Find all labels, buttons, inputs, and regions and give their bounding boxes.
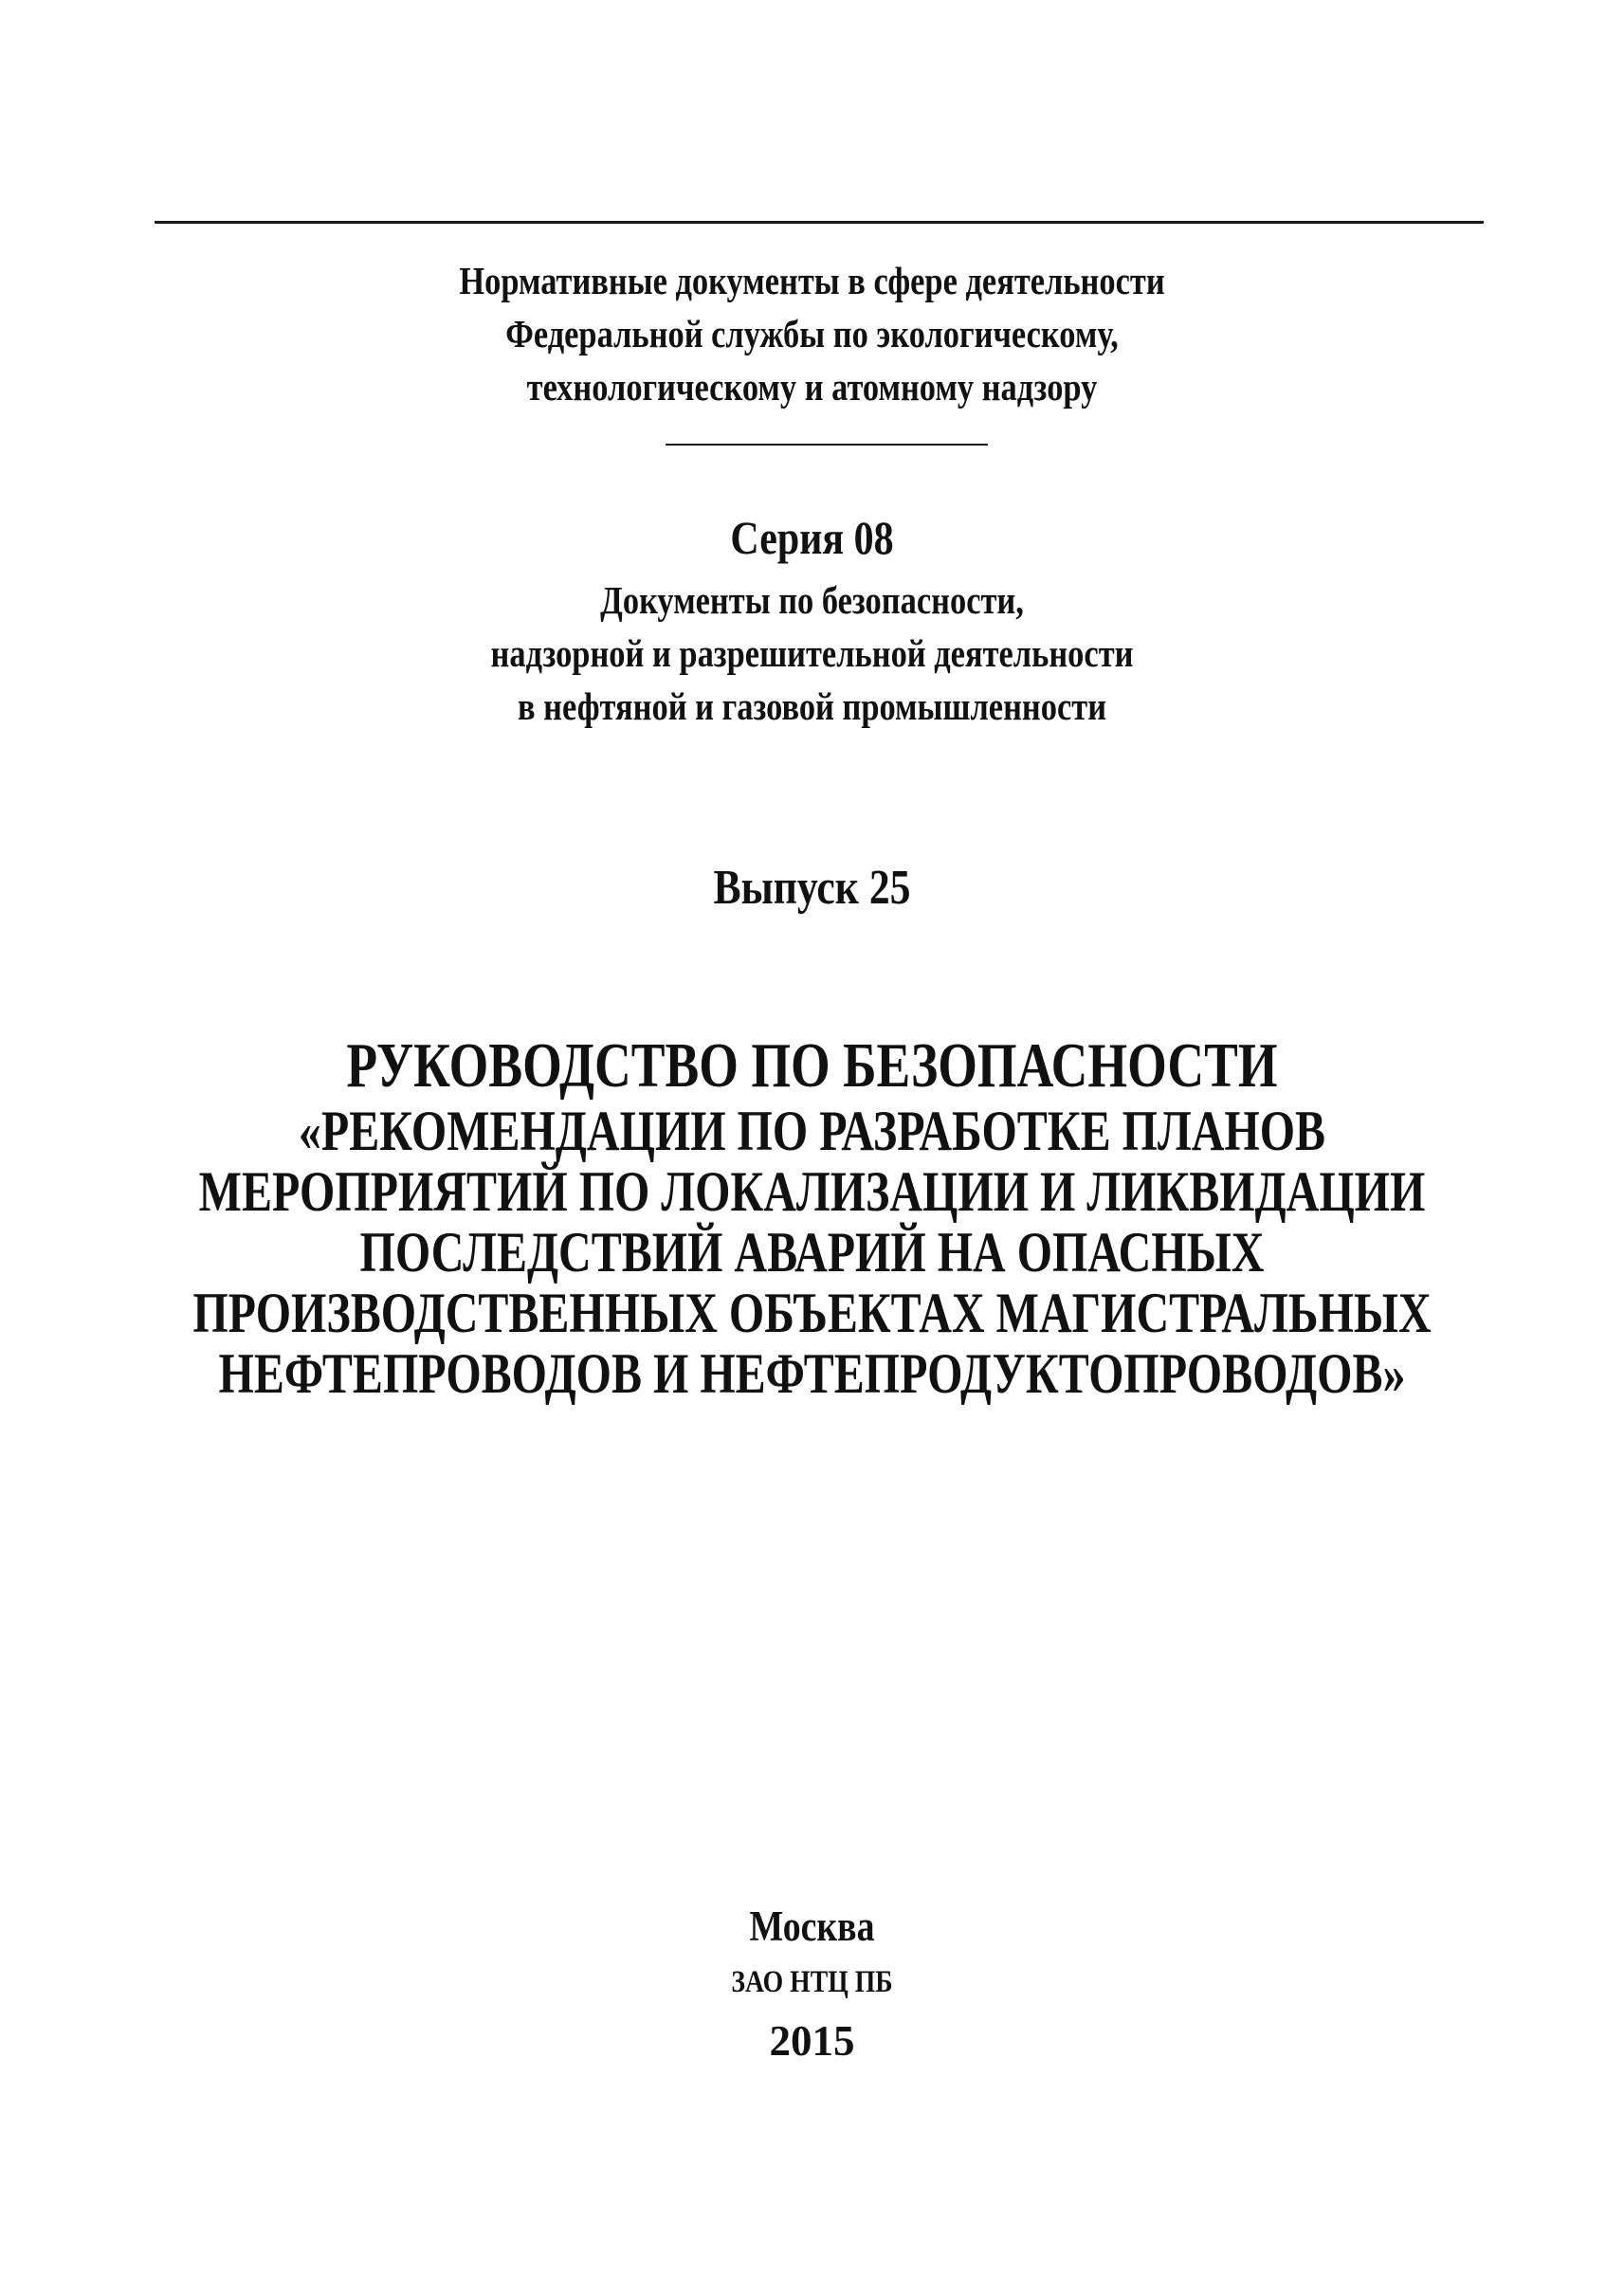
series-title: Серия 08: [730, 511, 894, 564]
document-title-line: ПОСЛЕДСТВИЙ АВАРИЙ НА ОПАСНЫХ: [359, 1221, 1265, 1284]
series-description: [0, 574, 1624, 733]
issue-number: Выпуск 25: [713, 861, 911, 915]
document-title-line: ПРОИЗВОДСТВЕННЫХ ОБЪЕКТАХ МАГИСТРАЛЬНЫХ: [192, 1282, 1432, 1344]
series-description-line: в нефтяной и газовой промышленности: [517, 684, 1107, 728]
document-title: [0, 1030, 1624, 1404]
publisher-name: ЗАО НТЦ ПБ: [731, 1965, 893, 1999]
series-description-line: Документы по безопасности,: [600, 578, 1024, 622]
header-divider: [666, 444, 988, 446]
header-line: Федеральной службы по экологическому,: [505, 312, 1119, 355]
header-line: Нормативные документы в сфере деятельности: [459, 259, 1165, 302]
document-title-line: «РЕКОМЕНДАЦИИ ПО РАЗРАБОТКЕ ПЛАНОВ: [298, 1100, 1326, 1162]
top-rule: [155, 221, 1484, 224]
document-title-line: РУКОВОДСТВО ПО БЕЗОПАСНОСТИ: [346, 1030, 1278, 1101]
publication-city: Москва: [749, 1903, 875, 1950]
header-line: технологическому и атомному надзору: [526, 365, 1098, 409]
series-description-line: надзорной и разрешительной деятельности: [490, 631, 1134, 675]
imprint: [0, 1898, 1624, 2072]
header-block: [0, 254, 1624, 413]
document-title-line: МЕРОПРИЯТИЙ ПО ЛОКАЛИЗАЦИИ И ЛИКВИДАЦИИ: [198, 1160, 1426, 1223]
publication-year: 2015: [769, 2017, 855, 2065]
document-title-line: НЕФТЕПРОВОДОВ И НЕФТЕПРОДУКТОПРОВОДОВ»: [218, 1342, 1406, 1405]
